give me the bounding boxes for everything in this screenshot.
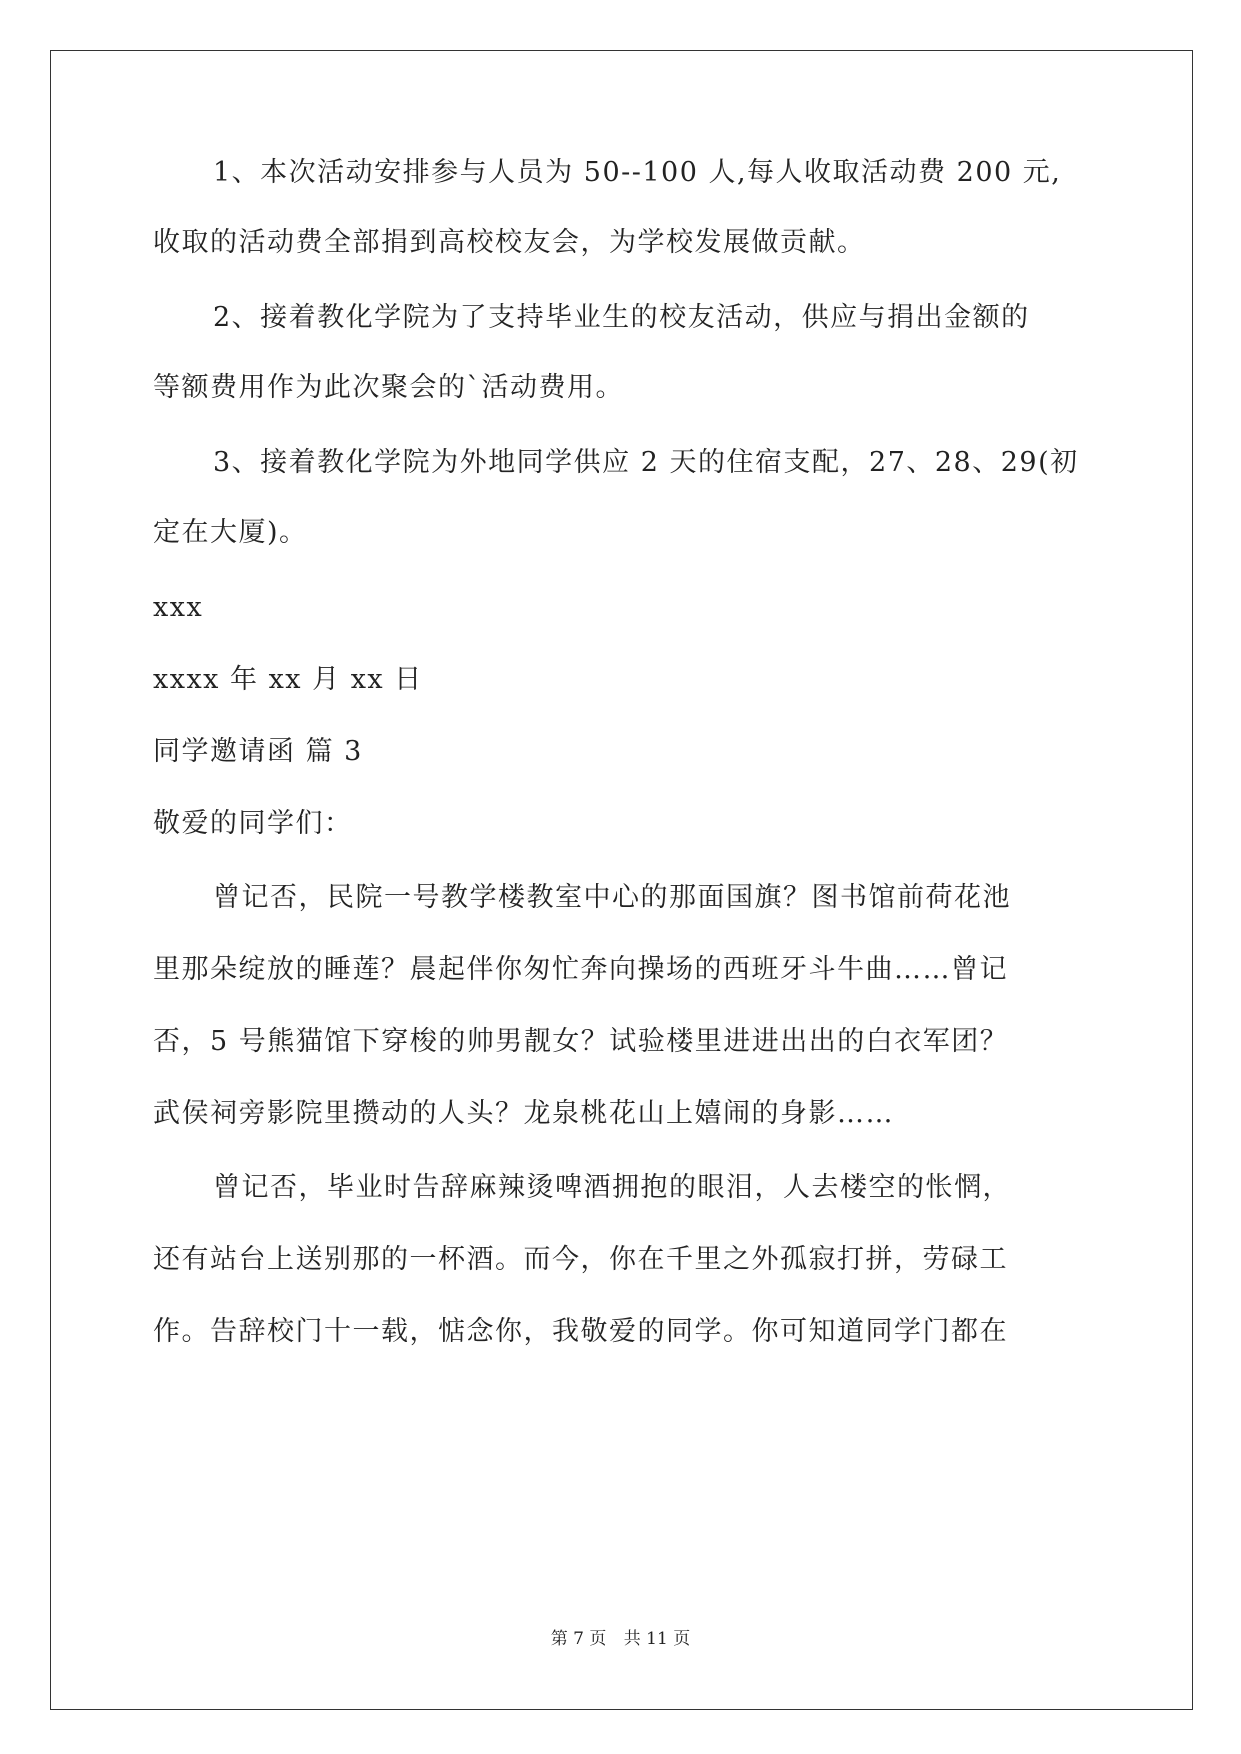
paragraph-line: 还有站台上送别那的一杯酒。而今，你在千里之外孤寂打拼，劳碌工 (153, 1244, 1008, 1275)
page-number-total: 共 11 页 (623, 1629, 691, 1649)
signature-date: xxxx 年 xx 月 xx 日 (153, 664, 423, 695)
paragraph-line: 定在大厦)。 (153, 517, 308, 548)
paragraph-line: 等额费用作为此次聚会的`活动费用。 (153, 372, 624, 403)
paragraph-line: 2、接着教化学院为了支持毕业生的校友活动，供应与捐出金额的 (213, 302, 1030, 333)
paragraph-line: 否，5 号熊猫馆下穿梭的帅男靓女？试验楼里进进出出的白衣军团？ (153, 1026, 1009, 1057)
paragraph-line: 武侯祠旁影院里攒动的人头？龙泉桃花山上嬉闹的身影…… (153, 1098, 894, 1129)
paragraph-line: 曾记否，民院一号教学楼教室中心的那面国旗？图书馆前荷花池 (213, 882, 1011, 913)
paragraph-line: 3、接着教化学院为外地同学供应 2 天的住宿支配，27、28、29(初 (213, 447, 1079, 478)
paragraph-line: 作。告辞校门十一载，惦念你，我敬爱的同学。你可知道同学门都在 (153, 1316, 1008, 1347)
paragraph-line: 曾记否，毕业时告辞麻辣烫啤酒拥抱的眼泪，人去楼空的怅惘， (213, 1172, 1011, 1203)
page-footer (0, 1628, 1241, 1650)
paragraph-line: 收取的活动费全部捐到高校校友会，为学校发展做贡献。 (153, 227, 866, 258)
salutation: 敬爱的同学们： (153, 808, 353, 839)
section-heading: 同学邀请函 篇 3 (153, 736, 363, 767)
paragraph-line: 里那朵绽放的睡莲？晨起伴你匆忙奔向操场的西班牙斗牛曲……曾记 (153, 954, 1008, 985)
signature-name: xxx (153, 592, 204, 623)
paragraph-line: 1、本次活动安排参与人员为 50--100 人,每人收取活动费 200 元, (213, 157, 1062, 188)
page-number-current: 第 7 页 (550, 1629, 607, 1649)
